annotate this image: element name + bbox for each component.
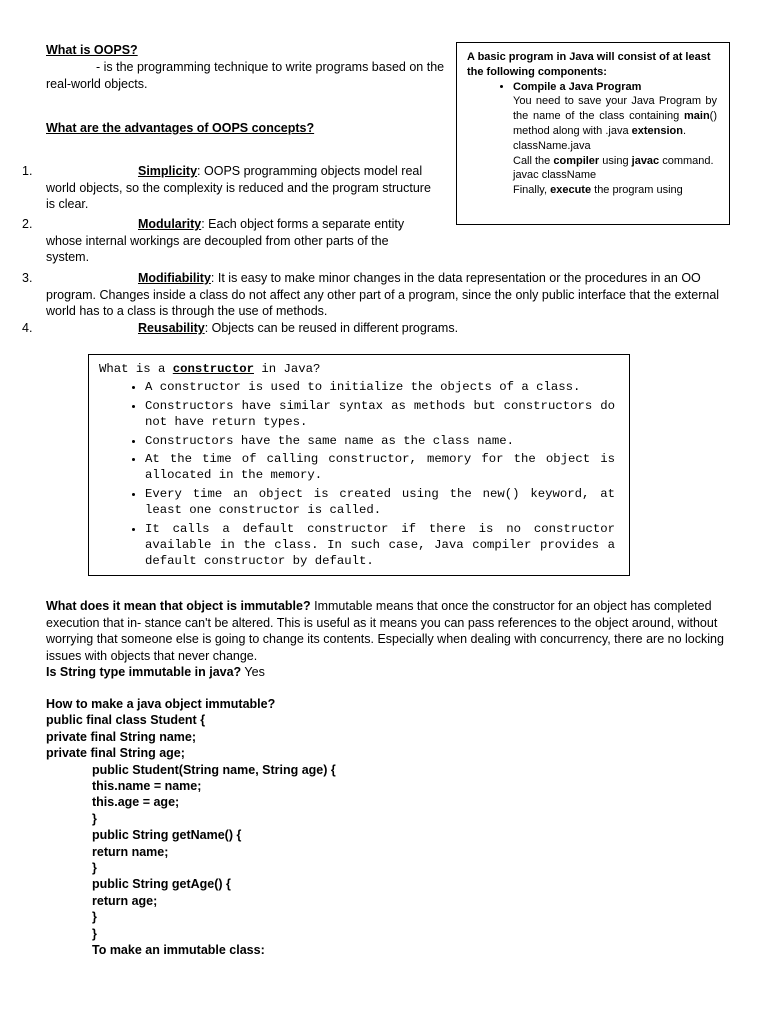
oops-definition-text: - is the programming technique to write programs based on the real-world objects. xyxy=(46,60,445,91)
immutable-answer: Immutable means that once the constructor for an object has completed execution that in- stance can't be altered. This is useful as it means you can pass references to the object around, without worrying that someone else is going to change its contents. Especially when dealing with concurrency, there are no locking issues with objects that never change. xyxy=(46,599,724,663)
code-line: } xyxy=(92,811,97,826)
constructor-list xyxy=(99,379,615,569)
code-line: return name; xyxy=(92,844,169,859)
java-box-line: javac className xyxy=(513,169,597,182)
code-line: To make an immutable class: xyxy=(92,943,265,958)
string-answer: Yes xyxy=(241,665,265,679)
constructor-bullet: • A constructor is used to initialize the objects of a class. xyxy=(145,379,615,395)
java-box-finally: Finally, execute the program using xyxy=(513,184,683,197)
advantage-number: 3. xyxy=(22,271,33,285)
advantage-title: Modularity xyxy=(138,217,202,231)
howto-section xyxy=(46,696,336,959)
java-box-intro: A basic program in Java will consist of at least the following components: xyxy=(467,51,711,78)
advantage-title: Modifiability xyxy=(138,271,211,285)
constructor-bullet: • It calls a default constructor if there is no constructor available in the class. In such case, Java compiler provides a default constructor by default. xyxy=(145,521,615,570)
code-line: private final String name; xyxy=(46,729,197,744)
constructor-bullet: • Constructors have the same name as the class name. xyxy=(145,433,615,449)
advantage-number: 1. xyxy=(22,164,33,178)
advantage-text: : OOPS programming objects model real world objects, so the complexity is reduced and the program structure is clear. xyxy=(46,164,431,211)
immutable-question: What does it mean that object is immutable? xyxy=(46,599,311,613)
code-line: public String getAge() { xyxy=(92,877,231,892)
constructor-bullet: • Every time an object is created using the new() keyword, at least one constructor is called. xyxy=(145,486,615,519)
advantage-number: 2. xyxy=(22,217,33,231)
advantage-text: : It is easy to make minor changes in the data representation or the procedures in an OO program. Changes inside a class do not affect any other part of a program, since the only public interface that the external world has to a class is through the use of methods. xyxy=(46,271,720,318)
constructor-bullet: • Constructors have similar syntax as methods but constructors do not have return types. xyxy=(145,398,615,431)
howto-heading: How to make a java object immutable? xyxy=(46,697,276,711)
java-box-bullet: • Compile a Java Program xyxy=(513,80,717,95)
constructor-bullet: • At the time of calling constructor, memory for the object is allocated in the memory. xyxy=(145,451,615,484)
java-box-line: className.java xyxy=(513,139,591,152)
code-line: } xyxy=(92,861,97,876)
java-box-body: You need to save your Java Program by the name of the class containing main() method along with .java extension. xyxy=(513,95,717,137)
code-line: } xyxy=(92,910,97,925)
advantage-text: : Each object forms a separate entity whose internal workings are decoupled from other parts of the system. xyxy=(46,217,405,264)
constructor-title: What is a constructor in Java? xyxy=(99,362,321,376)
code-line: public Student(String name, String age) { xyxy=(92,762,336,777)
code-line: } xyxy=(92,926,97,941)
java-box-call: Call the compiler using javac command. xyxy=(513,154,714,167)
oops-definition xyxy=(46,59,446,92)
advantage-title: Reusability xyxy=(138,321,205,335)
code-line: this.age = age; xyxy=(92,795,180,810)
immutable-paragraph xyxy=(46,598,746,664)
code-line: this.name = name; xyxy=(92,779,202,794)
code-line: private final String age; xyxy=(46,746,185,761)
java-box-list xyxy=(467,80,717,95)
string-question-line xyxy=(46,664,265,681)
constructor-box xyxy=(88,354,630,576)
advantage-title: Simplicity xyxy=(138,164,198,178)
advantage-number: 4. xyxy=(22,321,33,335)
string-question: Is String type immutable in java? xyxy=(46,665,242,679)
advantage-text: : Objects can be reused in different programs. xyxy=(204,321,459,335)
code-line: public String getName() { xyxy=(92,828,242,843)
java-program-box xyxy=(456,42,730,225)
advantages-heading: What are the advantages of OOPS concepts? xyxy=(46,121,315,135)
code-line: public final class Student { xyxy=(46,713,206,728)
oops-heading: What is OOPS? xyxy=(46,43,138,57)
code-line: return age; xyxy=(92,893,158,908)
